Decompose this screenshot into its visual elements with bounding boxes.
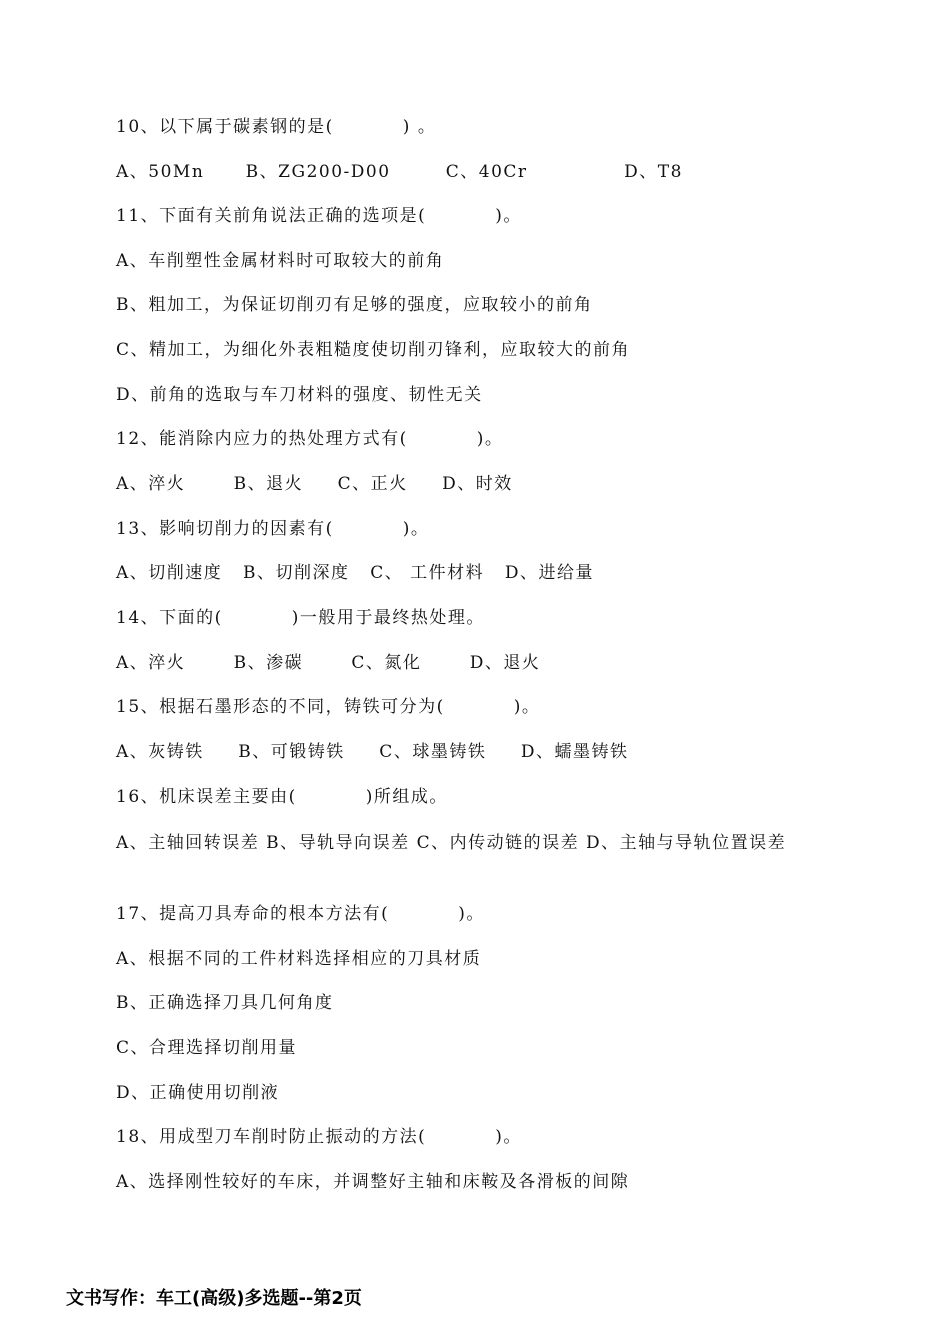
question-10-options: A、50Mn B、ZG200-D00 C、40Cr D、T8: [116, 162, 683, 182]
question-10: 10、以下属于碳素钢的是( ) 。: [116, 117, 437, 137]
question-15-options: A、灰铸铁 B、可锻铸铁 C、球墨铸铁 D、蠕墨铸铁: [116, 742, 629, 762]
question-17: 17、提高刀具寿命的根本方法有( )。: [116, 904, 485, 924]
question-11-option-d: D、前角的选取与车刀材料的强度、韧性无关: [116, 385, 483, 405]
question-18: 18、用成型刀车削时防止振动的方法( )。: [116, 1127, 522, 1147]
question-16-options: A、主轴回转误差 B、导轨导向误差 C、内传动链的误差 D、主轴与导轨位置误差: [116, 833, 787, 853]
question-14-options: A、淬火 B、渗碳 C、氮化 D、退火: [116, 653, 541, 673]
question-15: 15、根据石墨形态的不同，铸铁可分为( )。: [116, 697, 541, 717]
question-16: 16、机床误差主要由( )所组成。: [116, 787, 448, 807]
question-11-option-b: B、粗加工，为保证切削刃有足够的强度，应取较小的前角: [116, 295, 593, 315]
question-17-option-a: A、根据不同的工件材料选择相应的刀具材质: [116, 949, 482, 969]
question-13-options: A、切削速度 B、切削深度 C、 工件材料 D、进给量: [116, 563, 594, 583]
question-17-option-c: C、合理选择切削用量: [116, 1038, 298, 1058]
question-11-option-a: A、车削塑性金属材料时可取较大的前角: [116, 251, 445, 271]
page-footer: 文书写作：车工(高级)多选题--第2页: [66, 1288, 362, 1309]
question-18-option-a: A、选择刚性较好的车床，并调整好主轴和床鞍及各滑板的间隙: [116, 1172, 630, 1192]
question-14: 14、下面的( )一般用于最终热处理。: [116, 608, 485, 628]
question-13: 13、影响切削力的因素有( )。: [116, 519, 430, 539]
question-12-options: A、淬火 B、退火 C、正火 D、时效: [116, 474, 513, 494]
question-12: 12、能消除内应力的热处理方式有( )。: [116, 429, 504, 449]
question-11-option-c: C、精加工，为细化外表粗糙度使切削刃锋利，应取较大的前角: [116, 340, 631, 360]
question-17-option-d: D、正确使用切削液: [116, 1083, 280, 1103]
question-11: 11、下面有关前角说法正确的选项是( )。: [116, 206, 522, 226]
question-17-option-b: B、正确选择刀具几何角度: [116, 993, 334, 1013]
